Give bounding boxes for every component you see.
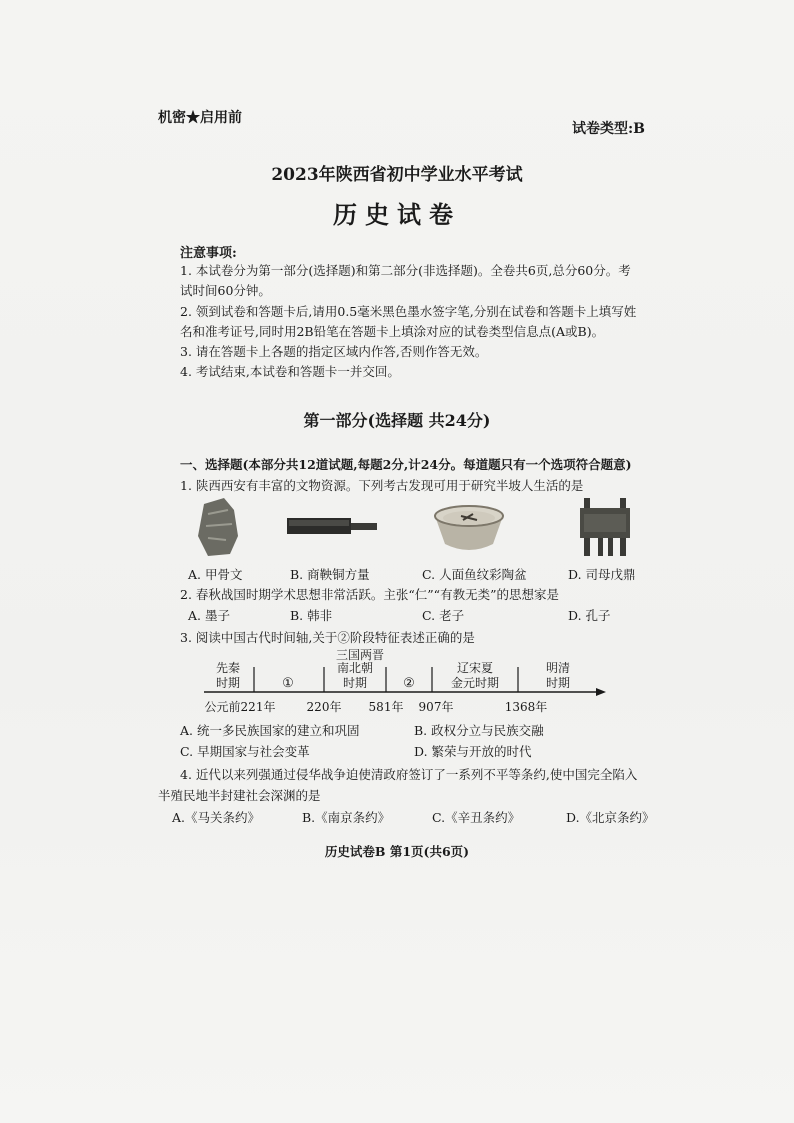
page-footer: 历史试卷B 第1页(共6页): [324, 844, 470, 859]
timeline-cells: [216, 660, 570, 691]
q3-option-c: C. 早期国家与社会变革: [180, 744, 310, 759]
q1-option-d: D. 司母戊鼎: [568, 567, 636, 582]
exam-title: 2023年陕西省初中学业水平考试: [271, 165, 523, 185]
notice-item-4: 4. 考试结束,本试卷和答题卡一并交回。: [180, 364, 400, 379]
q3-option-d: D. 繁荣与开放的时代: [414, 744, 532, 759]
q2-option-d: D. 孔子: [568, 608, 611, 623]
timeline-date-2: 220年: [306, 700, 342, 714]
timeline-cell-1: 先秦时期: [215, 661, 241, 690]
q4-stem-line2: 半殖民地半封建社会深渊的是: [158, 788, 321, 803]
timeline-above-label: 三国两晋: [335, 648, 385, 662]
timeline-cell-5: 辽宋夏金元时期: [450, 661, 500, 690]
q1-stem: 1. 陕西西安有丰富的文物资源。下列考古发现可用于研究半坡人生活的是: [180, 478, 584, 493]
notice-item-2: 2. 领到试卷和答题卡后,请用0.5毫米黑色墨水签字笔,分别在试卷和答题卡上填写姓名和准考证号,同时用2B铅笔在答题卡上填涂对应的试卷类型信息点(A或B)。: [180, 304, 637, 339]
oracle-bone-image: [194, 496, 242, 558]
notice-heading: 注意事项:: [180, 246, 237, 261]
q1-option-c: C. 人面鱼纹彩陶盆: [422, 567, 527, 582]
q4-option-a: A.《马关条约》: [172, 810, 261, 825]
q4-option-c: C.《辛丑条约》: [432, 810, 521, 825]
q2-option-c: C. 老子: [422, 608, 465, 623]
subject-title: 历史试卷: [333, 200, 461, 229]
timeline-date-3: 581年: [368, 700, 404, 714]
simuwu-ding-image: [576, 496, 634, 558]
timeline-date-4: 907年: [418, 700, 454, 714]
bronze-measure-image: [283, 496, 379, 558]
timeline-cell-2: ①: [282, 676, 294, 691]
q2-option-b: B. 韩非: [290, 608, 333, 623]
q3-stem: 3. 阅读中国古代时间轴,关于②阶段特征表述正确的是: [180, 630, 475, 645]
timeline-cell-4: ②: [403, 676, 415, 691]
timeline-date-1: 公元前221年: [204, 700, 276, 714]
timeline-cell-6: 明清时期: [545, 661, 571, 690]
notice-item-1: 1. 本试卷分为第一部分(选择题)和第二部分(非选择题)。全卷共6页,总分60分。考试时间60分钟。: [180, 263, 631, 298]
timeline-dates: [205, 699, 548, 714]
q3-option-b: B. 政权分立与民族交融: [414, 723, 544, 738]
q1-option-a: A. 甲骨文: [188, 567, 243, 582]
q1-option-b: B. 商鞅铜方量: [290, 567, 370, 582]
q2-stem: 2. 春秋战国时期学术思想非常活跃。主张“仁”“有教无类”的思想家是: [180, 587, 559, 602]
confidential-label: 机密★启用前: [158, 110, 242, 126]
q4-stem-line1: 4. 近代以来列强通过侵华战争迫使清政府签订了一系列不平等条约,使中国完全陷入: [180, 767, 638, 782]
paper-type-label: 试卷类型:B: [572, 121, 646, 137]
timeline-date-5: 1368年: [504, 700, 548, 714]
part1-title: 第一部分(选择题 共24分): [303, 411, 491, 430]
timeline: [198, 647, 608, 717]
q4-option-d: D.《北京条约》: [566, 810, 655, 825]
q3-option-a: A. 统一多民族国家的建立和巩固: [180, 723, 360, 738]
painted-pottery-basin-image: [433, 496, 505, 558]
q2-option-a: A. 墨子: [188, 608, 230, 623]
timeline-cell-3: 南北朝时期: [336, 661, 374, 690]
notice-item-3: 3. 请在答题卡上各题的指定区域内作答,否则作答无效。: [180, 344, 488, 359]
section-heading: 一、选择题(本部分共12道试题,每题2分,计24分。每道题只有一个选项符合题意): [180, 457, 632, 472]
q4-option-b: B.《南京条约》: [302, 810, 391, 825]
